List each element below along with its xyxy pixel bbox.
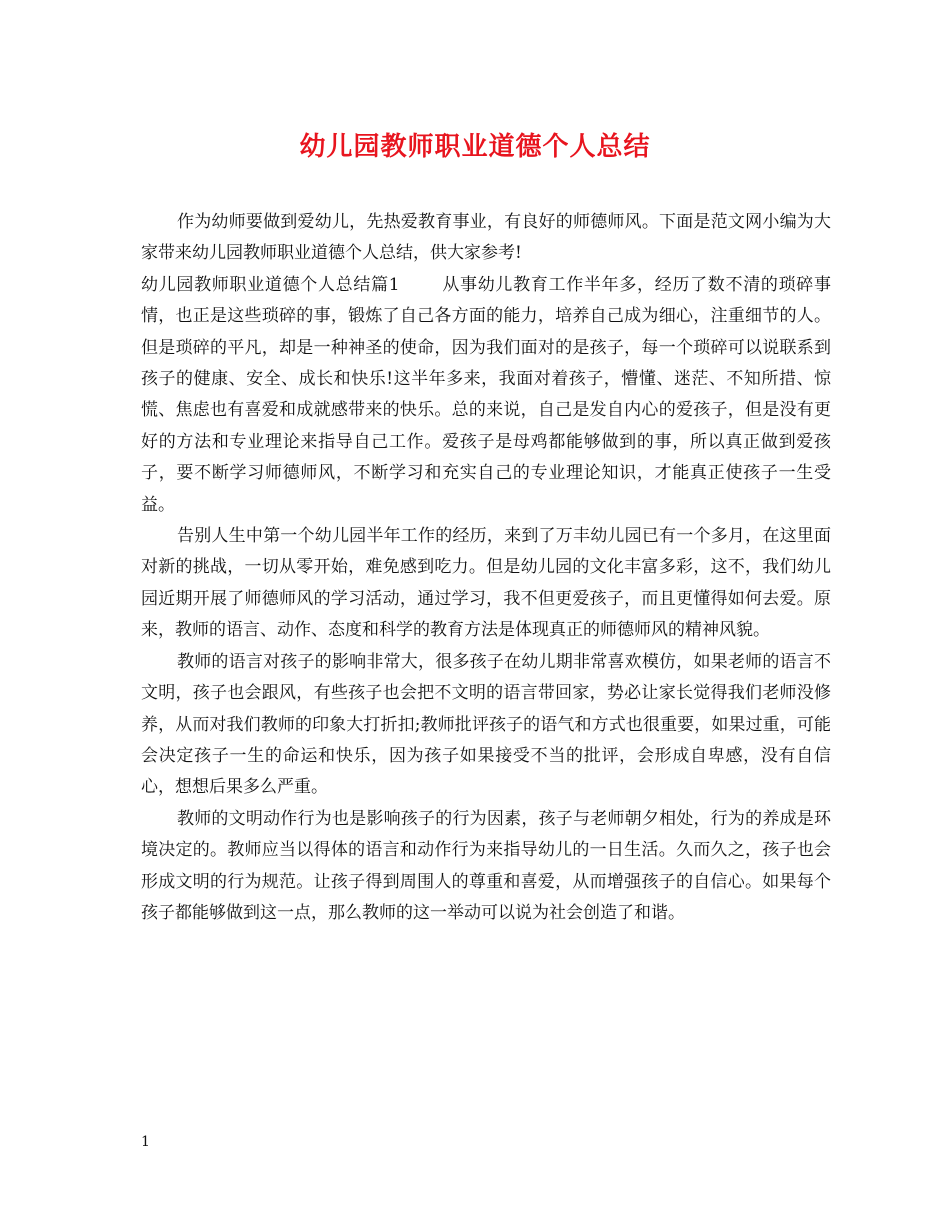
section-first-paragraph <box>141 270 831 521</box>
section-heading: 幼儿园教师职业道德个人总结篇1 <box>141 274 400 295</box>
page-number: 1 <box>141 1134 150 1150</box>
body-paragraph: 告别人生中第一个幼儿园半年工作的经历，来到了万丰幼儿园已有一个多月，在这里面对新的挑战，一切从零开始，难免感到吃力。但是幼儿园的文化丰富多彩，这不，我们幼儿园近期开展了师德师风的学习活动，通过学习，我不但更爱孩子，而且更懂得如何去爱。原来，教师的语言、动作、态度和科学的教育方法是体现真正的师德师风的精神风貌。 <box>141 526 831 641</box>
section-first-paragraph-text: 从事幼儿教育工作半年多，经历了数不清的琐碎事情，也正是这些琐碎的事，锻炼了自己各方面的能力，培养自己成为细心，注重细节的人。但是琐碎的平凡，却是一种神圣的使命，因为我们面对的是孩子，每一个琐碎可以说联系到孩子的健康、安全、成长和快乐!这半年多来，我面对着孩子，懵懂、迷茫、不知所措、惊慌、焦虑也有喜爱和成就感带来的快乐。总的来说，自己是发自内心的爱孩子，但是没有更好的方法和专业理论来指导自己工作。爱孩子是母鸡都能够做到的事，所以真正做到爱孩子，要不断学习师德师风，不断学习和充实自己的专业理论知识，才能真正使孩子一生受益。 <box>141 274 831 515</box>
intro-paragraph: 作为幼师要做到爱幼儿，先热爱教育事业，有良好的师德师风。下面是范文网小编为大家带来幼儿园教师职业道德个人总结，供大家参考! <box>141 212 831 264</box>
document-body <box>141 207 831 929</box>
document-title: 幼儿园教师职业道德个人总结 <box>299 132 651 162</box>
body-paragraph: 教师的文明动作行为也是影响孩子的行为因素，孩子与老师朝夕相处，行为的养成是环境决定的。教师应当以得体的语言和动作行为来指导幼儿的一日生活。久而久之，孩子也会形成文明的行为规范。让孩子得到周围人的尊重和喜爱，从而增强孩子的自信心。如果每个孩子都能够做到这一点，那么教师的这一举动可以说为社会创造了和谐。 <box>141 808 831 923</box>
body-paragraph: 教师的语言对孩子的影响非常大，很多孩子在幼儿期非常喜欢模仿，如果老师的语言不文明，孩子也会跟风，有些孩子也会把不文明的语言带回家，势必让家长觉得我们老师没修养，从而对我们教师的印象大打折扣;教师批评孩子的语气和方式也很重要，如果过重，可能会决定孩子一生的命运和快乐，因为孩子如果接受不当的批评，会形成自卑感，没有自信心，想想后果多么严重。 <box>141 651 831 798</box>
